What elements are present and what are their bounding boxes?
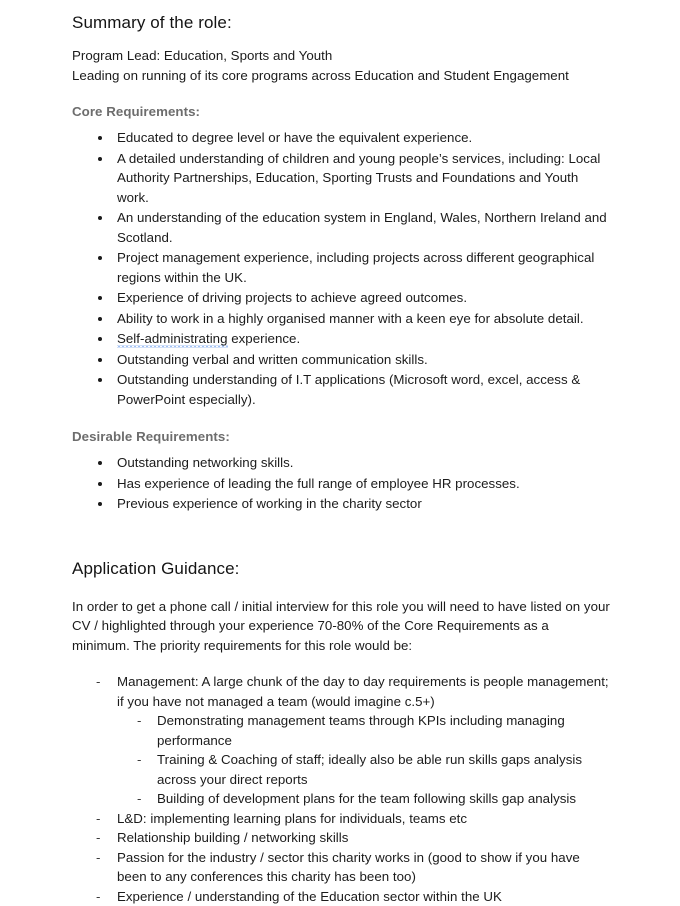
list-item: - Building of development plans for the team following skills gap analysis [117, 789, 610, 809]
list-item: - L&D: implementing learning plans for individuals, teams etc [72, 809, 610, 829]
role-description-line: Leading on running of its core programs across Education and Student Engagement [72, 66, 610, 86]
list-item: Experience of driving projects to achieve agreed outcomes. [72, 288, 610, 308]
list-item-text: Management: A large chunk of the day to day requirements is people management; if you have not managed a team (would imagine c.5+) [117, 674, 609, 709]
list-item-flagged [72, 329, 610, 349]
list-item: Previous experience of working in the charity sector [72, 494, 610, 514]
list-item: Educated to degree level or have the equivalent experience. [72, 128, 610, 148]
list-item: Outstanding understanding of I.T applications (Microsoft word, excel, access & PowerPoint especially). [72, 370, 610, 409]
list-item: Ability to work in a highly organised manner with a keen eye for absolute detail. [72, 309, 610, 329]
flagged-item-rest: experience. [228, 331, 301, 346]
list-item: A detailed understanding of children and young people’s services, including: Local Authority Partnerships, Education, Sporting Trusts and Foundations and Youth work. [72, 149, 610, 208]
list-item: - Passion for the industry / sector this charity works in (good to show if you have been to any conferences this charity has been too) [72, 848, 610, 887]
core-requirements-heading: Core Requirements: [72, 85, 610, 122]
list-item: - Experience / understanding of the Education sector within the UK [72, 887, 610, 906]
role-title-line: Program Lead: Education, Sports and Youth [72, 34, 610, 66]
guidance-intro-paragraph: In order to get a phone call / initial interview for this role you will need to have listed on your CV / highlighted through your experience 70-80% of the Core Requirements as a minimum. The priority requirements for this role would be: [72, 580, 610, 656]
page-title-guidance: Application Guidance: [72, 515, 610, 580]
list-item: Outstanding networking skills. [72, 453, 610, 473]
list-item: Has experience of leading the full range of employee HR processes. [72, 474, 610, 494]
grammar-flagged-text[interactable]: Self-administrating [117, 331, 228, 348]
priority-requirements-list [72, 655, 610, 906]
desirable-requirements-list [72, 447, 610, 514]
list-item: - Relationship building / networking skills [72, 828, 610, 848]
list-item: - Demonstrating management teams through KPIs including managing performance [117, 711, 610, 750]
list-item: An understanding of the education system in England, Wales, Northern Ireland and Scotland. [72, 208, 610, 247]
list-item: Project management experience, including projects across different geographical regions within the UK. [72, 248, 610, 287]
list-item: Outstanding verbal and written communication skills. [72, 350, 610, 370]
page-title-summary: Summary of the role: [72, 6, 610, 34]
core-requirements-list [72, 122, 610, 409]
desirable-requirements-heading: Desirable Requirements: [72, 410, 610, 447]
list-item: - Training & Coaching of staff; ideally also be able run skills gaps analysis across your direct reports [117, 750, 610, 789]
list-item [72, 672, 610, 809]
priority-sub-list [117, 711, 610, 809]
